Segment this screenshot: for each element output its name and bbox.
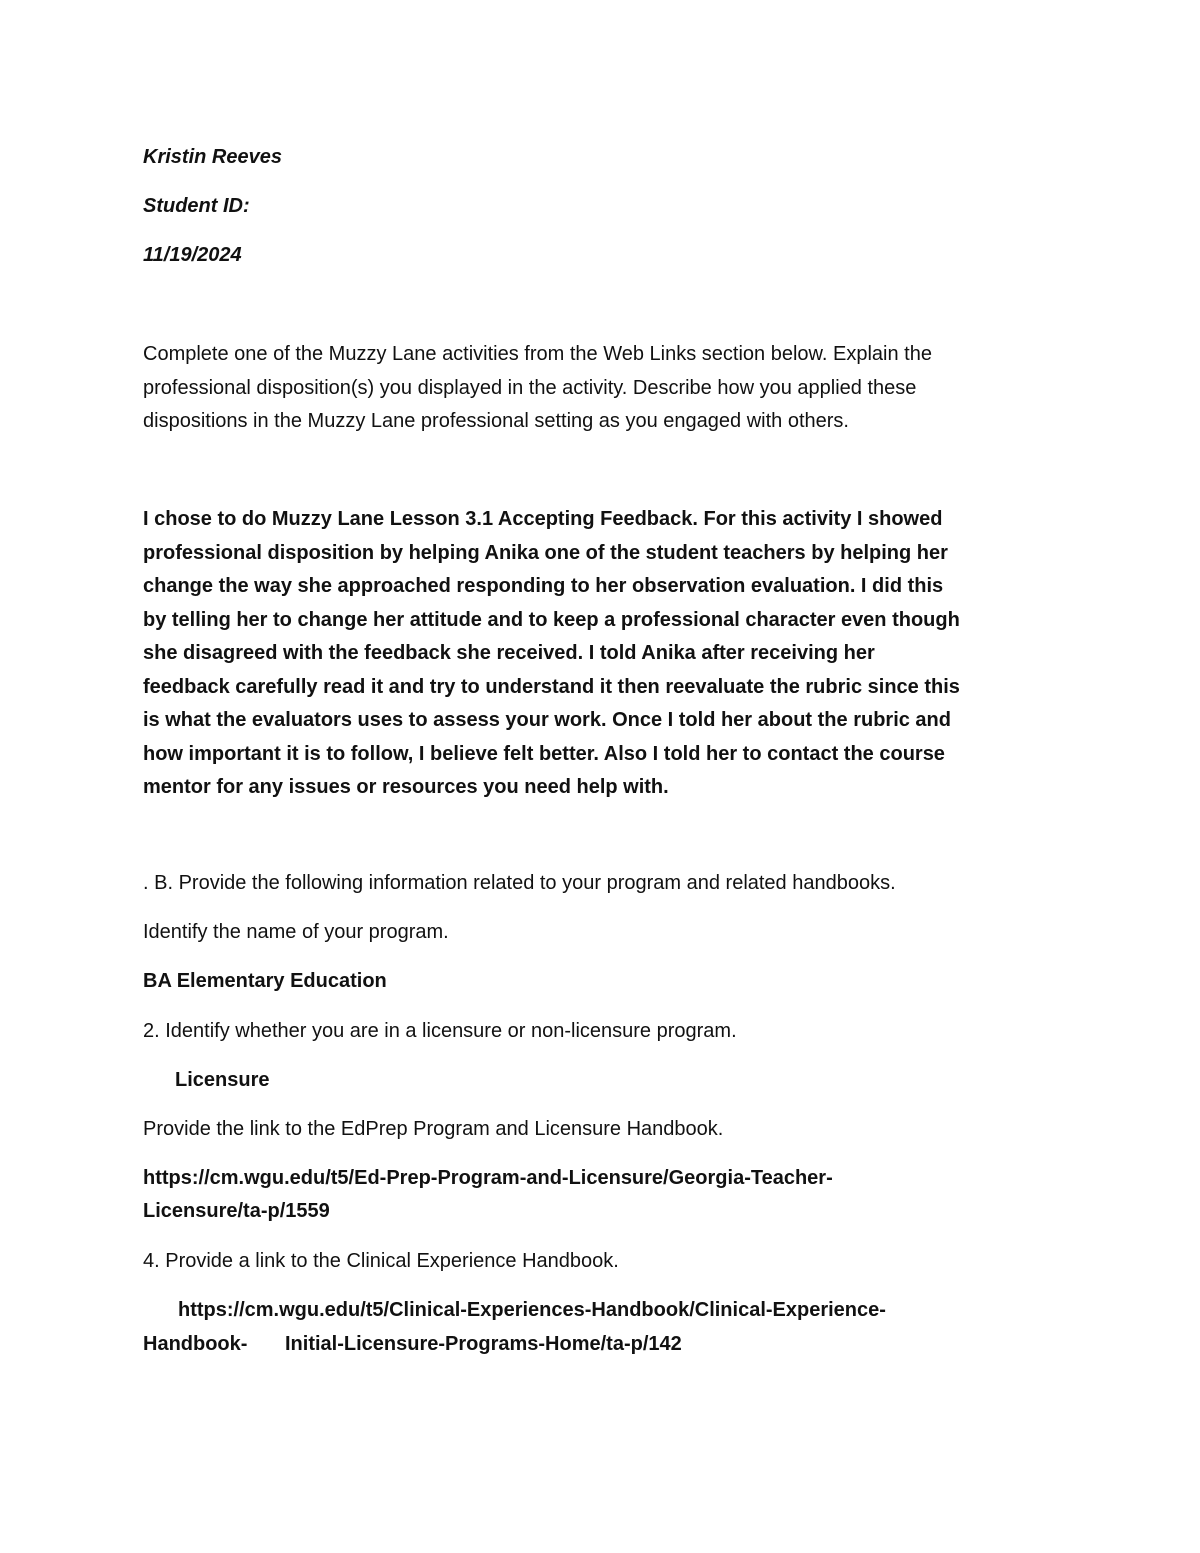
clinical-link-line2b[interactable]: Initial-Licensure-Programs-Home/ta-p/142 [285, 1333, 682, 1355]
prompt-line: professional disposition(s) you displayed in the activity. Describe how you applied these [143, 376, 917, 399]
answer-program-name: BA Elementary Education [143, 970, 387, 992]
answer-line: I chose to do Muzzy Lane Lesson 3.1 Accepting Feedback. For this activity I showed [143, 508, 943, 530]
answer-licensure: Licensure [175, 1069, 270, 1091]
student-id-label: Student ID: [143, 195, 250, 217]
answer-line: how important it is to follow, I believe felt better. Also I told her to contact the course [143, 742, 945, 765]
edprep-link-line2[interactable]: Licensure/ta-p/1559 [143, 1200, 330, 1222]
answer-line: is what the evaluators uses to assess your work. Once I told her about the rubric and [143, 709, 951, 731]
prompt-line: Complete one of the Muzzy Lane activities from the Web Links section below. Explain the [143, 343, 932, 365]
clinical-link-line1[interactable]: https://cm.wgu.edu/t5/Clinical-Experiences-Handbook/Clinical-Experience- [178, 1299, 886, 1321]
answer-line: mentor for any issues or resources you need help with. [143, 776, 669, 798]
edprep-link-line1[interactable]: https://cm.wgu.edu/t5/Ed-Prep-Program-and-Licensure/Georgia-Teacher- [143, 1167, 833, 1189]
clinical-link-line2a[interactable]: Handbook- [143, 1333, 248, 1355]
question-licensure: 2. Identify whether you are in a licensure or non-licensure program. [143, 1020, 737, 1042]
prompt-paragraph [143, 342, 1073, 443]
question-clinical-link: 4. Provide a link to the Clinical Experience Handbook. [143, 1250, 619, 1272]
answer-line: professional disposition by helping Anika one of the student teachers by helping her [143, 541, 948, 564]
document-date: 11/19/2024 [143, 244, 242, 266]
question-program-name: Identify the name of your program. [143, 921, 449, 943]
answer-line: change the way she approached responding to her observation evaluation. I did this [143, 575, 944, 597]
answer-line: she disagreed with the feedback she received. I told Anika after receiving her [143, 642, 875, 664]
prompt-line: dispositions in the Muzzy Lane professional setting as you engaged with others. [143, 410, 849, 432]
answer-line: by telling her to change her attitude and to keep a professional character even though [143, 608, 960, 631]
answer-paragraph [143, 507, 1073, 809]
answer-line: feedback carefully read it and try to understand it then reevaluate the rubric since this [143, 675, 960, 698]
student-name: Kristin Reeves [143, 146, 282, 168]
section-b-intro: . B. Provide the following information related to your program and related handbooks. [143, 872, 896, 894]
question-edprep-link: Provide the link to the EdPrep Program and Licensure Handbook. [143, 1118, 724, 1140]
